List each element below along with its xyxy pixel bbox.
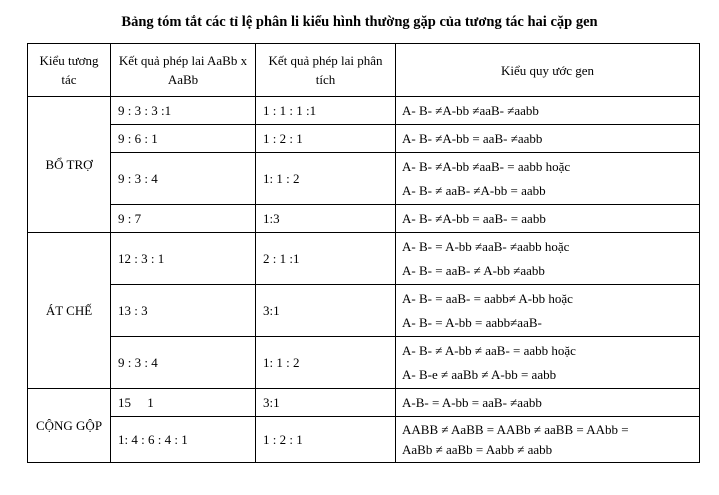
table-row	[28, 97, 700, 125]
gene-rule-line: A- B- ≠A-bb = aaB- = aabb	[402, 211, 546, 226]
test-ratio: 3:1	[256, 389, 396, 417]
cross-ratio: 9 : 3 : 4	[111, 337, 256, 389]
gene-rule-line: AABB ≠ AaBB = AABb ≠ aaBB = AAbb =	[402, 421, 629, 437]
test-ratio: 1:3	[256, 205, 396, 233]
gene-rule-line: A-B- = A-bb = aaB- ≠aabb	[402, 395, 542, 410]
cross-ratio: 9 : 3 : 3 :1	[111, 97, 256, 125]
test-ratio: 1 : 2 : 1	[256, 417, 396, 463]
gene-rule	[396, 389, 700, 417]
table-row	[28, 417, 700, 463]
gene-rule	[396, 233, 700, 285]
gene-rule-line: A- B- ≠ A-bb ≠ aaB- = aabb hoặc	[402, 343, 576, 358]
gene-rule-line: A- B- ≠A-bb = aaB- ≠aabb	[402, 131, 543, 146]
test-ratio: 1 : 1 : 1 :1	[256, 97, 396, 125]
gene-rule-line: A- B- ≠A-bb ≠aaB- ≠aabb	[402, 103, 539, 118]
cross-ratio: 9 : 6 : 1	[111, 125, 256, 153]
gene-rule	[396, 285, 700, 337]
header-test-cross-result: Kết quả phép lai phân tích	[256, 44, 396, 97]
test-ratio: 2 : 1 :1	[256, 233, 396, 285]
group-additive: CỘNG GỘP	[28, 389, 111, 463]
gene-rule-line: A- B- ≠A-bb ≠aaB- = aabb hoặc	[402, 159, 571, 174]
gene-rule-line: A- B- = A-bb = aabb≠aaB-	[402, 315, 542, 330]
gene-rule	[396, 97, 700, 125]
cross-ratio: 9 : 7	[111, 205, 256, 233]
test-ratio: 1: 1 : 2	[256, 153, 396, 205]
gene-interaction-table	[27, 43, 700, 463]
gene-rule	[396, 153, 700, 205]
gene-rule	[396, 417, 700, 463]
table-title: Bảng tóm tắt các tỉ lệ phân li kiểu hình thường gặp của tương tác hai cặp gen	[121, 14, 598, 30]
table-row	[28, 285, 700, 337]
cross-ratio: 12 : 3 : 1	[111, 233, 256, 285]
header-gene-convention: Kiểu quy ước gen	[396, 44, 700, 97]
gene-rule	[396, 337, 700, 389]
gene-rule-line: A- B- ≠ aaB- ≠A-bb = aabb	[402, 183, 546, 198]
test-ratio: 1: 1 : 2	[256, 337, 396, 389]
gene-rule	[396, 205, 700, 233]
table-row	[28, 337, 700, 389]
header-cross-result: Kết quả phép lai AaBb x AaBb	[111, 44, 256, 97]
gene-rule	[396, 125, 700, 153]
gene-rule-line: AaBb ≠ aaBb = Aabb ≠ aabb	[402, 441, 553, 457]
gene-rule-line: A- B- = aaB- ≠ A-bb ≠aabb	[402, 263, 545, 278]
group-epistasis: ÁT CHẾ	[28, 233, 111, 389]
table-row	[28, 389, 700, 417]
table-row	[28, 205, 700, 233]
cross-ratio: 1: 4 : 6 : 4 : 1	[111, 417, 256, 463]
cross-ratio: 13 : 3	[111, 285, 256, 337]
header-interaction-type: Kiểu tương tác	[28, 44, 111, 97]
gene-rule-line: A- B-e ≠ aaBb ≠ A-bb = aabb	[402, 367, 557, 382]
cross-ratio: 15 1	[111, 389, 256, 417]
group-complementary: BỔ TRỢ	[28, 97, 111, 233]
gene-rule-line: A- B- = A-bb ≠aaB- ≠aabb hoặc	[402, 239, 570, 254]
test-ratio: 3:1	[256, 285, 396, 337]
gene-rule-line: A- B- = aaB- = aabb≠ A-bb hoặc	[402, 291, 573, 306]
header-row	[28, 44, 700, 97]
test-ratio: 1 : 2 : 1	[256, 125, 396, 153]
cross-ratio: 9 : 3 : 4	[111, 153, 256, 205]
table-row	[28, 125, 700, 153]
table-row	[28, 153, 700, 205]
table-row	[28, 233, 700, 285]
